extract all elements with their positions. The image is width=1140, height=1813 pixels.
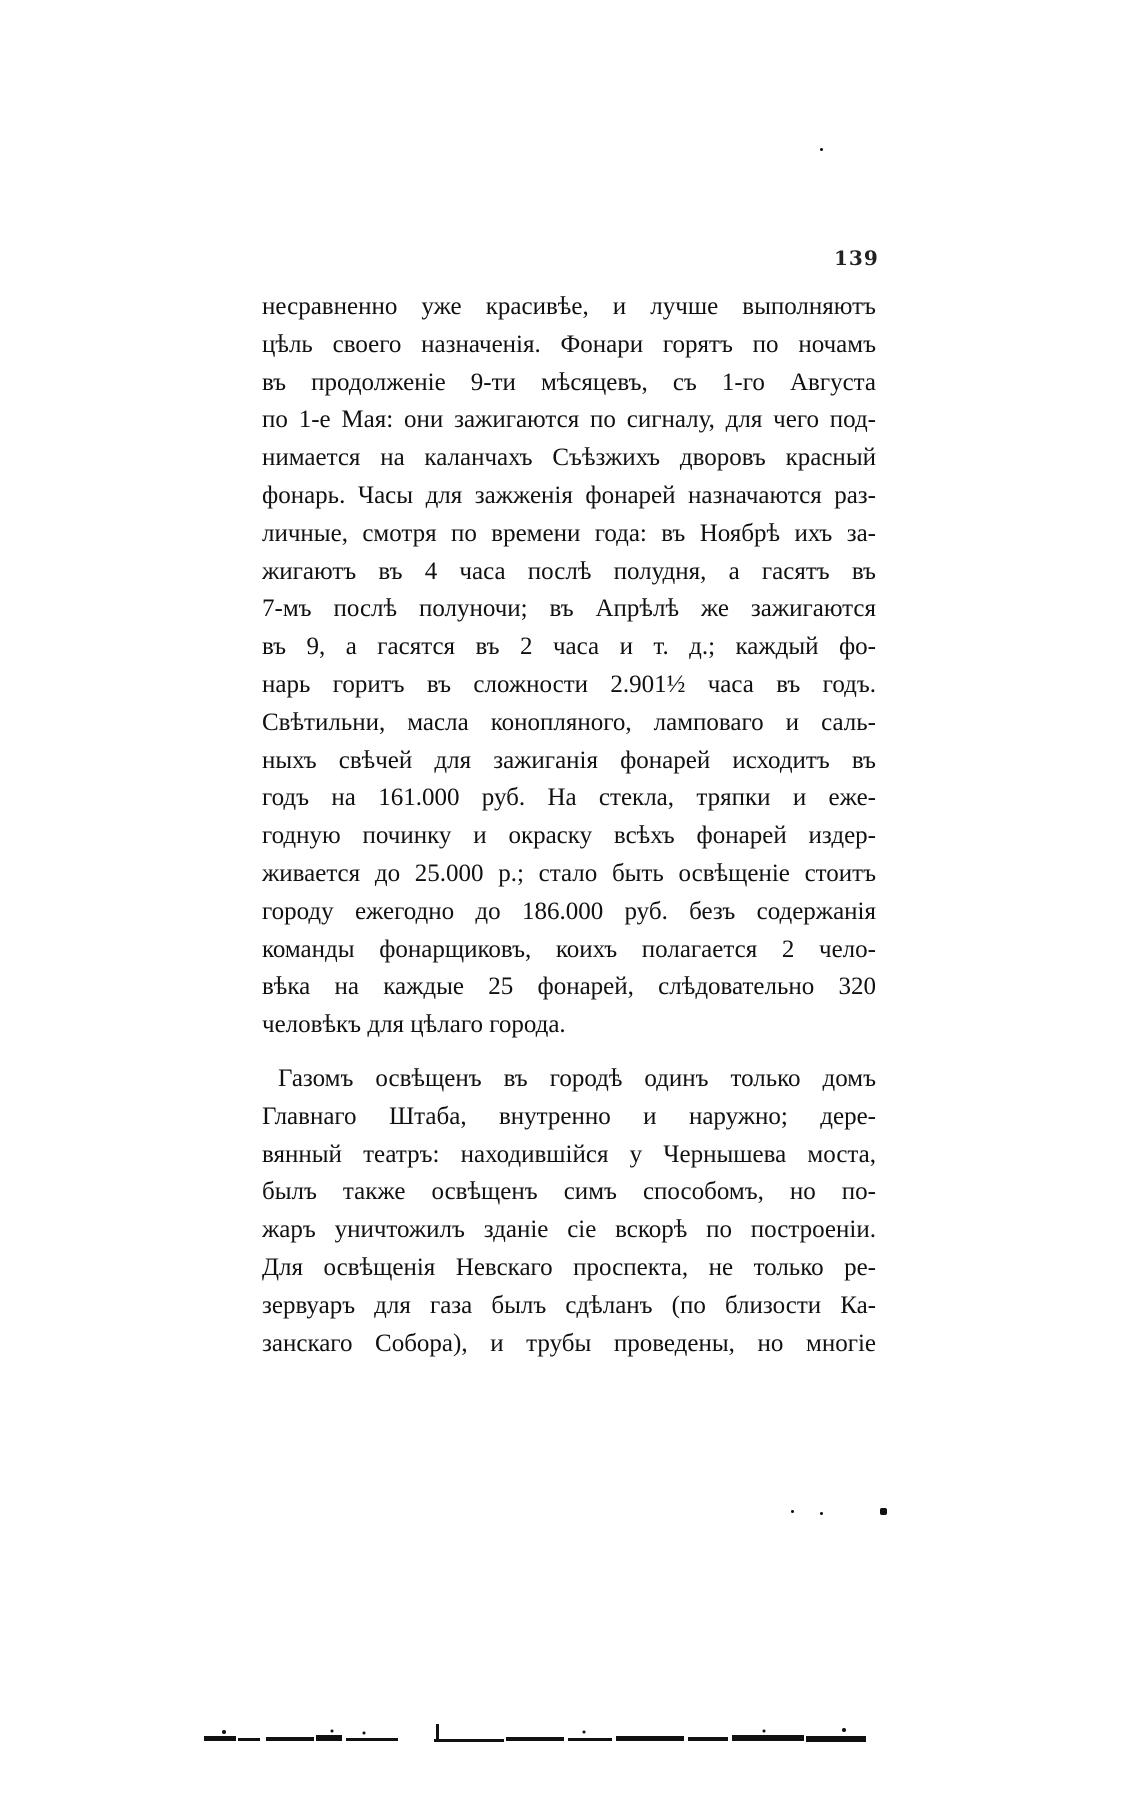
text-line: зервуаръ для газа былъ сдѣланъ (по близости Ка- [262, 1291, 876, 1319]
text-line: былъ также освѣщенъ симъ способомъ, но по- [262, 1178, 876, 1206]
text-line: человѣкъ для цѣлаго города. [262, 1011, 566, 1039]
text-line: Свѣтильни, масла конопляного, ламповаго и саль- [262, 708, 876, 736]
text-line: занскаго Собора), и трубы проведены, но многіе [262, 1329, 876, 1357]
text-line: живается до 25.000 р.; стало быть освѣщеніе стоитъ [262, 859, 876, 887]
text-line: нарь горитъ въ сложности 2.901½ часа въ годъ. [262, 670, 876, 698]
scan-rule [204, 1722, 866, 1748]
body-text [262, 288, 876, 1362]
paragraph-gap [262, 1044, 876, 1060]
text-line: жигаютъ въ 4 часа послѣ полудня, а гасятъ въ [262, 557, 876, 585]
paragraph-1 [262, 288, 876, 1044]
text-line: Газомъ освѣщенъ въ городѣ одинъ только домъ [278, 1064, 876, 1092]
text-line: годъ на 161.000 руб. На стекла, тряпки и еже- [262, 784, 876, 812]
text-line: городу ежегодно до 186.000 руб. безъ содержанія [262, 897, 876, 925]
text-line: вянный театръ: находившійся у Чернышева моста, [262, 1140, 876, 1168]
text-line: команды фонарщиковъ, коихъ полагается 2 чело- [262, 935, 876, 963]
text-line: Для освѣщенія Невскаго проспекта, не только ре- [262, 1253, 876, 1281]
scan-speck [820, 1512, 823, 1515]
page-number: 139 [834, 246, 879, 270]
text-line: несравненно уже красивѣе, и лучше выполняютъ [262, 293, 876, 320]
text-line: жаръ уничтожилъ зданіе сіе вскорѣ по построеніи. [262, 1216, 876, 1244]
text-line: личные, смотря по времени года: въ Ноябрѣ ихъ за- [262, 519, 876, 547]
paragraph-2 [262, 1060, 876, 1362]
text-line: цѣль своего назначенія. Фонари горятъ по ночамъ [262, 330, 876, 358]
scan-speck [880, 1508, 887, 1515]
text-line: вѣка на каждые 25 фонарей, слѣдовательно 320 [262, 973, 876, 1001]
text-line: ныхъ свѣчей для зажиганія фонарей исходитъ въ [262, 746, 876, 774]
text-line: нимается на каланчахъ Съѣзжихъ дворовъ красный [262, 444, 876, 472]
text-line: по 1-е Мая: они зажигаются по сигналу, для чего под- [262, 406, 876, 434]
text-line: годную починку и окраску всѣхъ фонарей издер- [262, 822, 876, 850]
text-line: 7-мъ послѣ полуночи; въ Апрѣлѣ же зажигаются [262, 595, 876, 623]
scan-speck [791, 1510, 794, 1513]
text-line: Главнаго Штаба, внутренно и наружно; дере- [262, 1102, 876, 1130]
text-line: въ 9, а гасятся въ 2 часа и т. д.; каждый фо- [262, 633, 876, 661]
text-line: фонарь. Часы для зажженія фонарей назначаются раз- [262, 481, 876, 509]
text-line: въ продолженіе 9-ти мѣсяцевъ, съ 1-го Августа [262, 368, 876, 396]
scan-speck [820, 148, 823, 151]
